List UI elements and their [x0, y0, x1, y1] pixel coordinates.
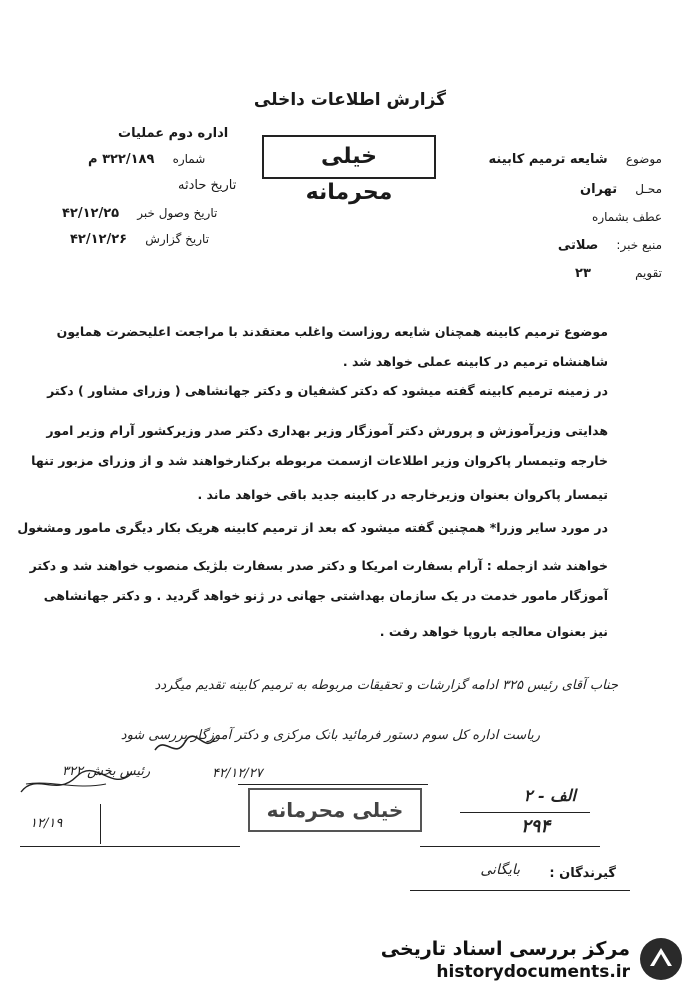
receipt-date-label: تاریخ وصول خبر [137, 206, 218, 220]
number-label: شماره [172, 152, 206, 166]
signature-date: ۴۲/۱۲/۲۷ [212, 766, 263, 781]
archive-name: مرکز بررسی اسناد تاریخی [380, 938, 630, 960]
body-line: خواهند شد ازجمله : آرام بسفارت امریکا و دکتر صدر بسفارت بلژیک منصوب خواهند شد و دکتر [29, 558, 608, 573]
number-value: ۳۲۲/۱۸۹ م [88, 152, 155, 167]
report-date-label: تاریخ گزارش [145, 232, 210, 246]
divider [238, 784, 428, 785]
body-line: خارجه وتیمسار پاکروان وزیر اطلاعات ازسمت مربوطه برکنارخواهند شد و از وزرای مزبور تنها [31, 453, 608, 468]
body-line: موضوع ترمیم کابینه همچنان شایعه روزاست واغلب معتقدند با مراجعت اعلیحضرت همایون [56, 324, 608, 339]
file-number: ۲۹۴ [520, 816, 550, 837]
divider [20, 846, 240, 847]
number-row [88, 152, 205, 167]
receipt-date-value: ۴۲/۱۲/۲۵ [62, 206, 120, 221]
department-label: اداره دوم عملیات [118, 126, 229, 141]
reference-row [592, 210, 662, 225]
source-row [558, 238, 662, 253]
signature-scribble-icon [16, 762, 136, 802]
report-date-row [70, 232, 209, 247]
body-line: هدایتی وزیرآموزش و پرورش دکتر آموزگار وزیر بهداری دکتر صدر وزیرکشور آرام وزیر امور [46, 423, 608, 438]
body-line: نیز بعنوان معالجه باروپا خواهد رفت . [379, 624, 608, 639]
subject-label: موضوع [625, 152, 662, 166]
subject-value: شایعه ترمیم کابینه [488, 152, 608, 167]
source-value: صلاتی [557, 238, 599, 253]
divider [460, 812, 590, 813]
confidential-stamp-bottom: خیلی محرمانه [248, 788, 422, 832]
recipients-value: بایگانی [480, 862, 520, 878]
archive-url[interactable]: historydocuments.ir [436, 962, 630, 982]
place-row [580, 182, 662, 197]
place-value: تهران [579, 182, 618, 197]
report-title: گزارش اطلاعات داخلی [253, 90, 447, 110]
signature-icon [150, 730, 220, 760]
divider [410, 890, 630, 891]
left-date: ۱۲/۱۹ [30, 816, 63, 831]
body-line: آموزگار مامور خدمت در یک سازمان بهداشتی جهانی در ژنو خواهد گردید . و دکتر جهانشاهی [43, 588, 608, 603]
incident-date-label: تاریخ حادثه [178, 178, 237, 193]
subject-row [489, 152, 663, 167]
handwritten-note: جناب آقای رئیس ۳۲۵ ادامه گزارشات و تحقیقات مربوطه به ترمیم کابینه تقدیم میگردد [154, 678, 618, 693]
body-line: در زمینه ترمیم کابینه گفته میشود که دکتر کشفیان و دکتر جهانشاهی ( وزرای مشاور ) دکتر [47, 383, 608, 398]
rating-label: تقویم [635, 266, 662, 280]
archive-logo-icon [638, 936, 684, 982]
confidential-stamp: خیلی محرمانه [262, 135, 436, 179]
place-label: محـل [635, 182, 662, 196]
recipients-label: گیرندگان : [549, 866, 616, 881]
handwritten-instruction: ریاست اداره کل سوم دستور فرمائید بانک مرکزی و دکتر آموزگار بررسی شود [120, 728, 540, 743]
body-line: شاهنشاه ترمیم در کابینه عملی خواهد شد . [342, 354, 608, 369]
rating-value: ۲۳ [575, 266, 591, 281]
divider [420, 846, 600, 847]
file-code: الف - ۲ [523, 786, 576, 805]
left-handwritten-note: رئیس بخش ۳۲۲ [62, 764, 151, 779]
reference-label: عطف بشماره [592, 210, 662, 224]
body-line: در مورد سایر وزرا* همچنین گفته میشود که بعد از ترمیم کابینه هریک بکار دیگری مامور ومشغول [17, 520, 608, 535]
report-date-value: ۴۲/۱۲/۲۶ [70, 232, 128, 247]
body-line: تیمسار پاکروان بعنوان وزیرخارجه در کابینه جدید باقی خواهد ماند . [197, 487, 608, 502]
receipt-date-row [62, 206, 217, 221]
divider [100, 804, 101, 844]
rating-row [575, 266, 662, 281]
source-label: منبع خبر: [616, 238, 662, 252]
